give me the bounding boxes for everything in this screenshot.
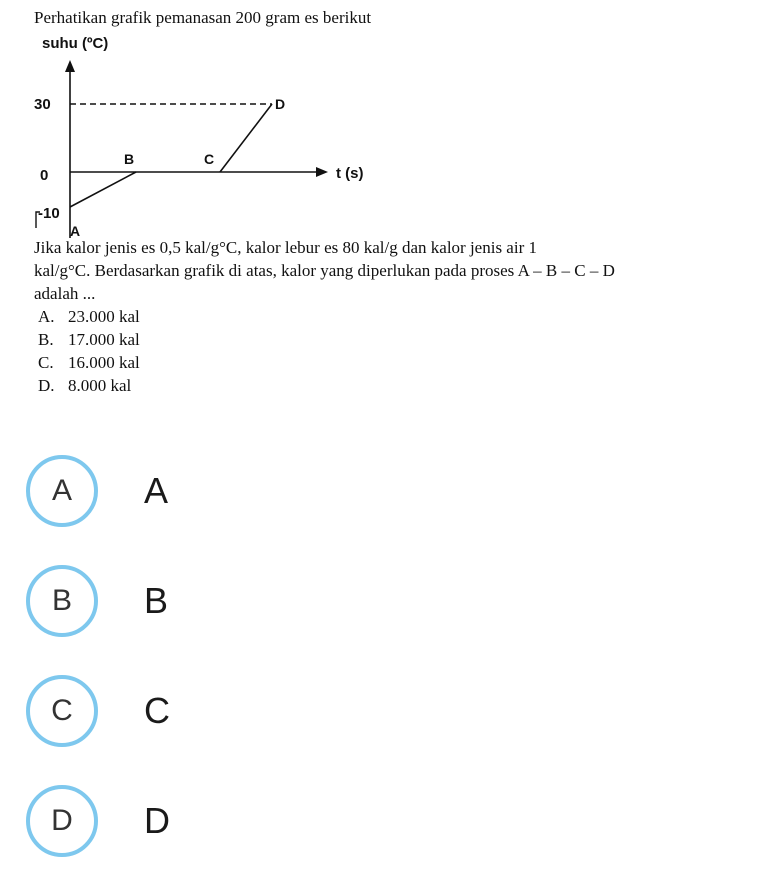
question-intro: Perhatikan grafik pemanasan 200 gram es berikut (34, 8, 372, 27)
choice-letter: A. (38, 307, 55, 326)
segment-a-b (70, 172, 136, 207)
y-axis-arrowhead (65, 60, 75, 72)
choice-d (38, 374, 140, 397)
x-axis-arrowhead (316, 167, 328, 177)
stem-line-3: adalah ... (34, 284, 96, 303)
option-badge-d[interactable]: D (26, 785, 98, 857)
option-badge-a[interactable]: A (26, 455, 98, 527)
choice-a (38, 305, 140, 328)
question-stem (34, 236, 734, 305)
answer-option-c[interactable] (26, 675, 406, 755)
y-tick-30: 30 (34, 96, 51, 113)
choice-text: 17.000 kal (68, 330, 140, 349)
choice-b (38, 328, 140, 351)
choice-letter: B. (38, 330, 54, 349)
point-label-b: B (124, 151, 135, 167)
answer-option-d[interactable] (26, 785, 406, 865)
answer-option-b[interactable] (26, 565, 406, 645)
choice-c (38, 351, 140, 374)
option-label-b[interactable]: B (144, 580, 169, 621)
option-badge-b[interactable]: B (26, 565, 98, 637)
option-label-c[interactable]: C (144, 690, 170, 731)
choice-list (38, 305, 140, 397)
point-label-d: D (275, 96, 286, 112)
x-axis-label: t (s) (336, 165, 364, 182)
stem-line-1: Jika kalor jenis es 0,5 kal/g°C, kalor lebur es 80 kal/g dan kalor jenis air 1 (34, 238, 537, 257)
answer-option-a[interactable] (26, 455, 406, 535)
option-badge-c[interactable]: C (26, 675, 98, 747)
choice-text: 16.000 kal (68, 353, 140, 372)
option-label-a[interactable]: A (144, 470, 169, 511)
segment-c-d (220, 104, 272, 172)
point-label-a: A (70, 223, 81, 239)
heating-graph (0, 0, 762, 240)
choice-text: 23.000 kal (68, 307, 140, 326)
choice-text: 8.000 kal (68, 376, 132, 395)
y-tick-0: 0 (40, 167, 49, 184)
stem-line-2: kal/g°C. Berdasarkan grafik di atas, kalor yang diperlukan pada proses A – B – C – D (34, 261, 615, 280)
y-tick-minus-10: -10 (38, 205, 60, 222)
y-axis-label: suhu (ºC) (42, 35, 109, 52)
point-label-c: C (204, 151, 215, 167)
question-block (0, 0, 762, 410)
choice-letter: D. (38, 376, 55, 395)
option-label-d[interactable]: D (144, 800, 170, 841)
choice-letter: C. (38, 353, 54, 372)
